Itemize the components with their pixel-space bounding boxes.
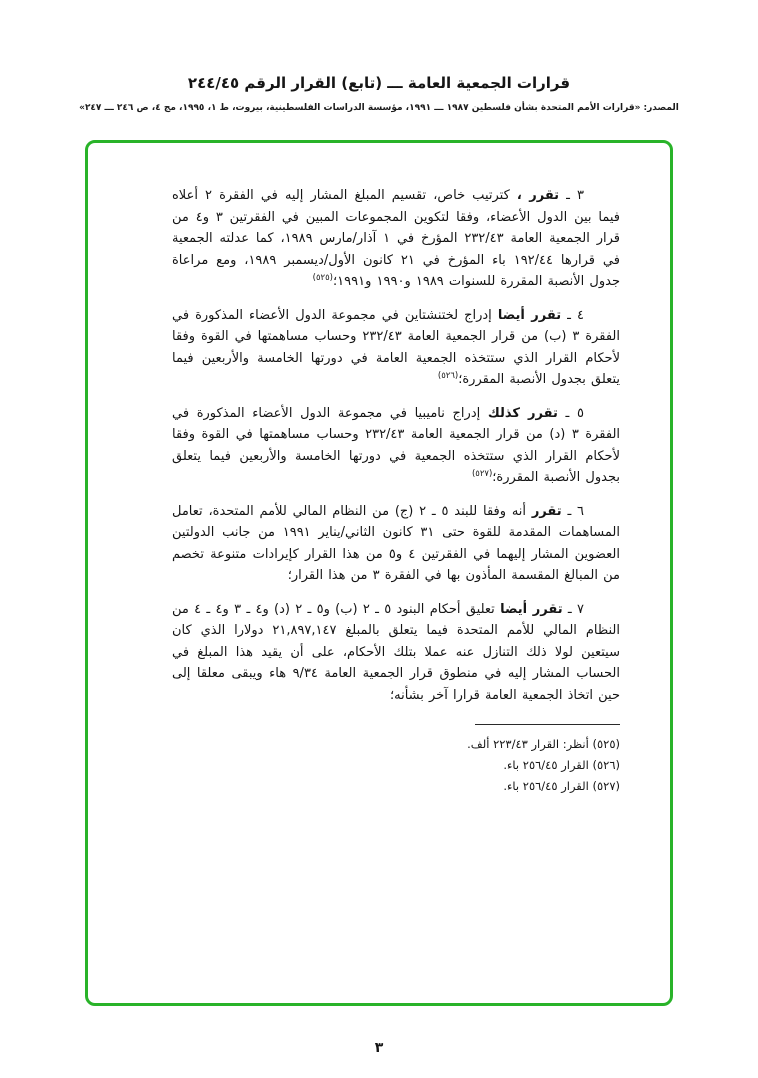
footnote-527: (٥٢٧) القرار ٢٥٦/٤٥ باء. <box>503 779 620 793</box>
footnotes-section <box>172 724 620 797</box>
operative-paragraph-4 <box>172 305 620 391</box>
footnote-525: (٥٢٥) أنظر: القرار ٢٢٣/٤٣ ألف. <box>467 737 620 751</box>
paragraph-number: ٧ ـ <box>567 601 585 617</box>
paragraph-text: تعليق أحكام البنود ٥ ـ ٢ (ب) و٥ ـ ٢ (د) و٤ ـ ٣ و٤ ـ ٤ من النظام المالي للأمم المتحدة فيما يتعلق بالمبلغ ٢١,٨٩٧,١٤٧ دولارا الذي كان سيتعين لولا ذلك التنازل عنه عملا بتلك الأحكام، على أن يقيد هذا المبلغ في الحساب المشار إليه في منطوق قرار الجمعية العامة ٩/٣٤ هاء ويبقى معلقا إلى حين اتخاذ الجمعية العامة قرارا آخر بشأنه؛ <box>172 601 620 703</box>
paragraph-text: أنه وفقا للبند ٥ ـ ٢ (ج) من النظام المالي للأمم المتحدة، تعامل المساهمات المقدمة للقوة حتى ٣١ كانون الثاني/يناير ١٩٩١ من جانب الدولتين العضوين المشار إليهما في الفقرتين ٤ و٥ من هذا القرار كإيرادات متنوعة تخصم من المبالغ المقسمة المأذون بها في الفقرة ٣ من هذا القرار؛ <box>172 503 620 583</box>
paragraph-number: ٤ ـ <box>567 307 584 323</box>
paragraph-number: ٥ ـ <box>565 405 585 421</box>
paragraph-number: ٣ ـ <box>566 188 585 203</box>
operative-verb: تقرر أيضا <box>500 601 563 617</box>
operative-paragraph-7 <box>172 599 620 707</box>
text-column <box>172 185 620 797</box>
operative-verb: تقرر كذلك <box>487 405 558 421</box>
footnote-ref-527: (٥٢٧) <box>471 469 493 479</box>
operative-paragraph-6 <box>172 501 620 587</box>
content-frame <box>85 140 673 1006</box>
operative-paragraph-3 <box>172 185 620 293</box>
operative-verb: تقرر <box>531 503 562 519</box>
footnote-ref-525: (٥٢٥) <box>312 273 333 283</box>
paragraph-text: إدراج لختنشتاين في مجموعة الدول الأعضاء المذكورة في الفقرة ٣ (ب) من قرار الجمعية العامة ٢٣٢/٤٣ وحساب مساهمتها في القوة وفقا لأحكام القرار الذي ستتخذه الجمعية العامة في دورتها الخامسة والأربعين فيما يتعلق بجدول الأنصبة المقررة؛ <box>172 307 621 387</box>
footnote-separator <box>475 724 620 725</box>
operative-verb: تقرر ، <box>516 188 560 203</box>
operative-verb: تقرر أيضا <box>497 307 562 323</box>
document-title: قرارات الجمعية العامة ـــ (تابع) القرار الرقم ٢٤٤/٤٥ <box>187 74 571 92</box>
paragraph-text: إدراج ناميبيا في مجموعة الدول الأعضاء المذكورة في الفقرة ٣ (د) من قرار الجمعية العامة ٢٣٢/٤٣ وحساب مساهمتها في القوة وفقا لأحكام القرار الذي ستتخذه الجمعية في دورتها الخامسة والأربعين فيما يتعلق بجدول الأنصبة المقررة؛ <box>172 405 621 485</box>
paragraph-text: كترتيب خاص، تقسيم المبلغ المشار إليه في الفقرة ٢ أعلاه فيما بين الدول الأعضاء، وفقا لتكوين المجموعات المبين في الفقرتين ٣ و٤ من قرار الجمعية العامة ٢٣٢/٤٣ المؤرخ في ١ آذار/مارس ١٩٨٩، كما عدلته الجمعية في قرارها ١٩٢/٤٤ باء المؤرخ في ٢١ كانون الأول/ديسمبر ١٩٨٩، ومع مراعاة جدول الأنصبة المقررة للسنوات ١٩٨٩ و١٩٩٠ و١٩٩١؛ <box>172 188 620 289</box>
footnote-526: (٥٢٦) القرار ٢٥٦/٤٥ باء. <box>503 758 620 772</box>
paragraph-number: ٦ ـ <box>567 503 585 519</box>
footnote-ref-526: (٥٢٦) <box>437 371 459 381</box>
operative-paragraph-5 <box>172 403 620 489</box>
source-citation: المصدر: «قرارات الأمم المتحدة بشأن فلسطين ١٩٨٧ ـــ ١٩٩١، مؤسسة الدراسات الفلسطينية، بيروت، ط ١، ١٩٩٥، مج ٤، ص ٢٤٦ ـــ ٢٤٧» <box>79 103 679 113</box>
page-number: ٣ <box>374 1040 384 1056</box>
